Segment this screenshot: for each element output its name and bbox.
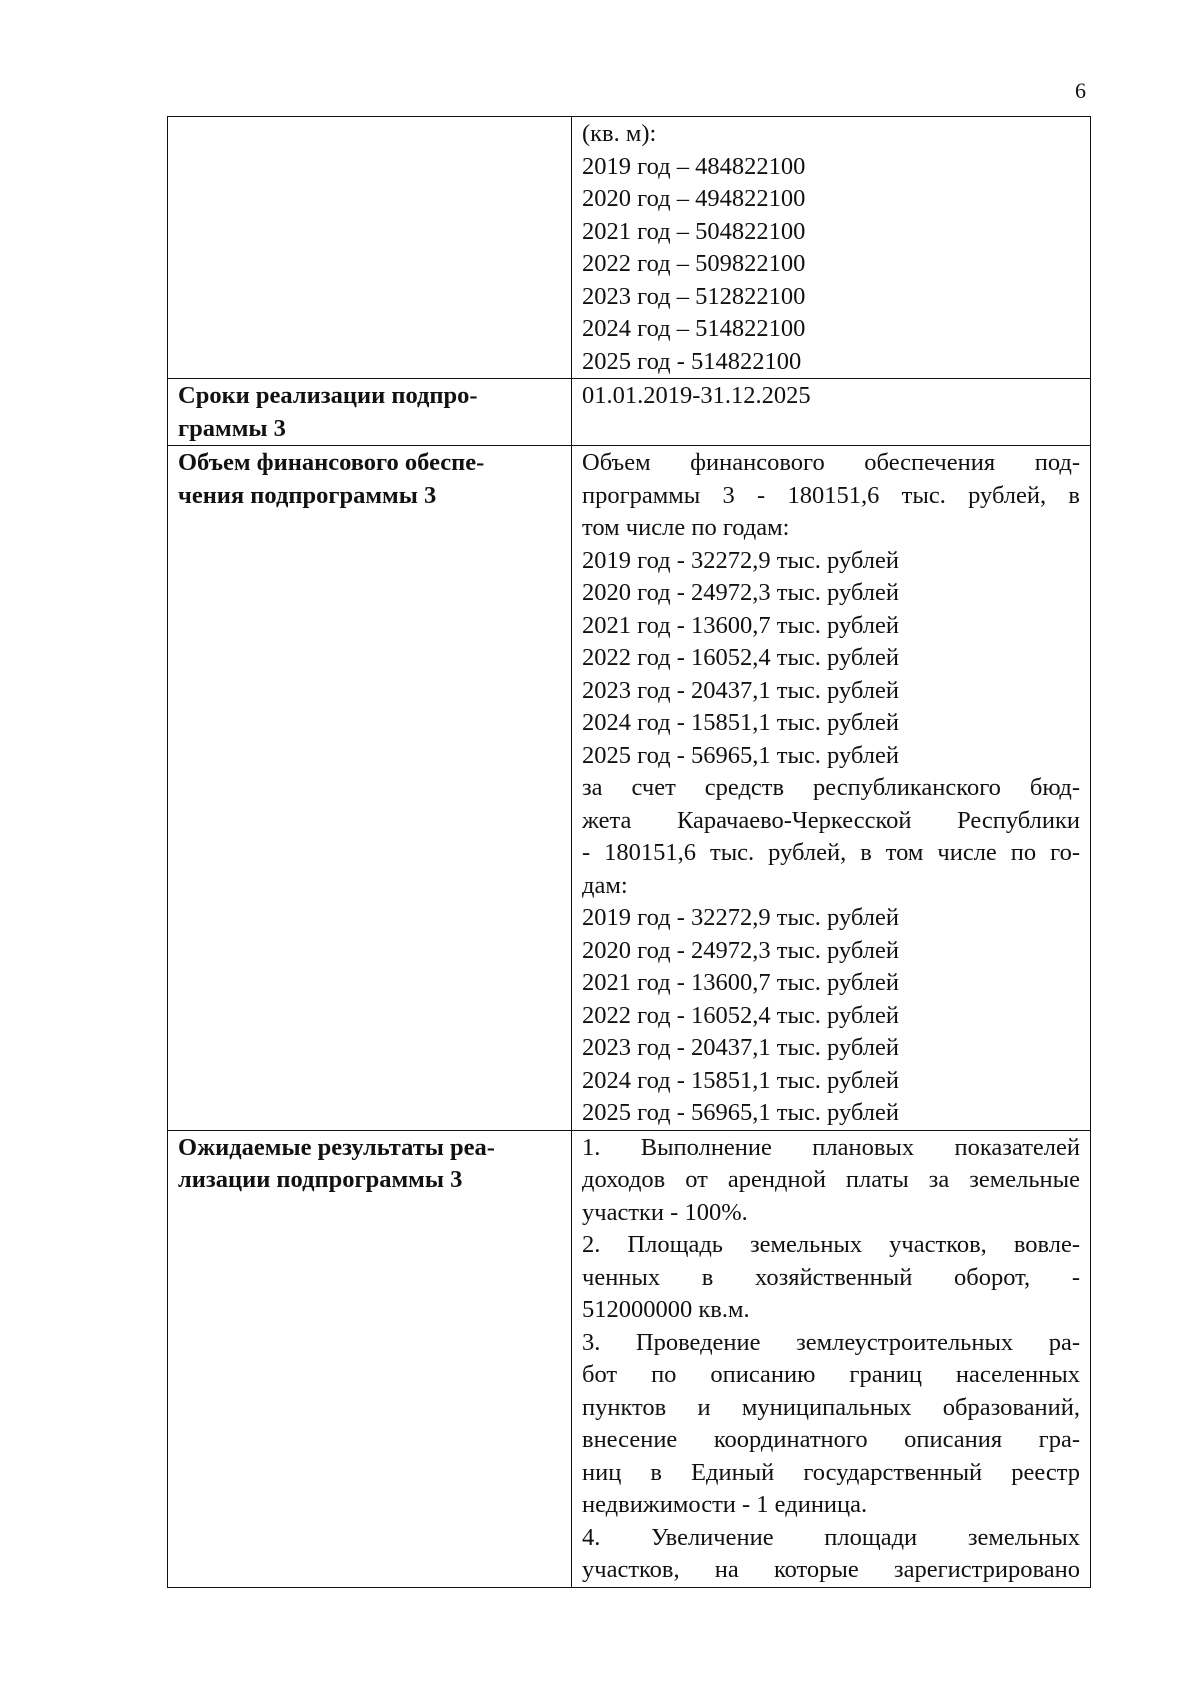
finance-budget-year-2022: 2022 год - 16052,4 тыс. рублей	[582, 1001, 899, 1029]
finance-label-line1: Объем финансового обеспе-	[178, 449, 485, 476]
table-row-terms	[168, 379, 1091, 446]
terms-value-cell	[572, 379, 1091, 446]
results-value-cell	[572, 1130, 1091, 1587]
finance-budget-year-2025: 2025 год - 56965,1 тыс. рублей	[582, 1099, 899, 1126]
area-year-2020: 2020 год – 494822100	[582, 185, 806, 212]
result-4-line2: участков, на которые зарегистрировано	[582, 1556, 1080, 1583]
area-unit: (кв. м):	[582, 120, 657, 147]
area-year-2019: 2019 год – 484822100	[582, 152, 806, 180]
results-label-line2: лизации подпрограммы 3	[178, 1166, 463, 1193]
finance-year-2022: 2022 год - 16052,4 тыс. рублей	[582, 644, 899, 671]
area-label-cell	[168, 117, 572, 379]
finance-budget-year-2023: 2023 год - 20437,1 тыс. рублей	[582, 1034, 899, 1061]
finance-year-2021: 2021 год - 13600,7 тыс. рублей	[582, 611, 899, 639]
area-year-2025: 2025 год - 514822100	[582, 347, 802, 375]
finance-budget-line3: - 180151,6 тыс. рублей, в том числе по го-	[582, 839, 1080, 866]
terms-label-line2: граммы 3	[178, 414, 286, 442]
result-1-line2: доходов от арендной платы за земельные	[582, 1166, 1080, 1193]
terms-value: 01.01.2019-31.12.2025	[582, 382, 811, 409]
result-3-line2: бот по описанию границ населенных	[582, 1361, 1080, 1388]
result-3-line1: 3. Проведение землеустроительных ра-	[582, 1328, 1080, 1356]
results-label-line1: Ожидаемые результаты реа-	[178, 1133, 495, 1161]
finance-year-2019: 2019 год - 32272,9 тыс. рублей	[582, 546, 899, 574]
area-year-2023: 2023 год – 512822100	[582, 282, 806, 310]
area-year-2022: 2022 год – 509822100	[582, 250, 806, 277]
result-3-last: недвижимости - 1 единица.	[582, 1491, 868, 1518]
result-3-line4: внесение координатного описания гра-	[582, 1426, 1080, 1453]
finance-year-2023: 2023 год - 20437,1 тыс. рублей	[582, 676, 899, 704]
result-2-last: 512000000 кв.м.	[582, 1296, 750, 1323]
terms-label-cell	[168, 379, 572, 446]
result-3-line5: ниц в Единый государственный реестр	[582, 1458, 1080, 1486]
finance-year-2020: 2020 год - 24972,3 тыс. рублей	[582, 579, 899, 606]
finance-year-2024: 2024 год - 15851,1 тыс. рублей	[582, 709, 899, 736]
finance-budget-year-2019: 2019 год - 32272,9 тыс. рублей	[582, 904, 899, 931]
passport-table	[167, 116, 1091, 1588]
finance-budget-line2: жета Карачаево-Черкесской Республики	[582, 806, 1080, 834]
results-label-cell	[168, 1130, 572, 1587]
finance-budget-line1: за счет средств республиканского бюд-	[582, 774, 1080, 801]
finance-value-cell	[572, 446, 1091, 1131]
result-3-line3: пунктов и муниципальных образований,	[582, 1393, 1080, 1421]
finance-budget-year-2020: 2020 год - 24972,3 тыс. рублей	[582, 936, 899, 964]
area-year-2021: 2021 год – 504822100	[582, 217, 806, 245]
result-4-line1: 4. Увеличение площади земельных	[582, 1523, 1080, 1551]
table-row-finance	[168, 446, 1091, 1131]
finance-label-line2: чения подпрограммы 3	[178, 481, 437, 509]
result-1-line1: 1. Выполнение плановых показателей	[582, 1133, 1080, 1161]
finance-budget-year-2021: 2021 год - 13600,7 тыс. рублей	[582, 969, 899, 996]
finance-year-2025: 2025 год - 56965,1 тыс. рублей	[582, 741, 899, 769]
result-2-line2: ченных в хозяйственный оборот, -	[582, 1263, 1080, 1291]
finance-intro-last: том числе по годам:	[582, 514, 790, 541]
finance-budget-last: дам:	[582, 871, 628, 899]
table-row-area	[168, 117, 1091, 379]
finance-budget-year-2024: 2024 год - 15851,1 тыс. рублей	[582, 1066, 899, 1094]
page-number: 6	[1075, 78, 1086, 103]
terms-label-line1: Сроки реализации подпро-	[178, 382, 478, 409]
result-2-line1: 2. Площадь земельных участков, вовле-	[582, 1231, 1080, 1258]
table-row-results	[168, 1130, 1091, 1587]
area-value-cell	[572, 117, 1091, 379]
finance-intro-line1: Объем финансового обеспечения под-	[582, 449, 1080, 476]
result-1-last: участки - 100%.	[582, 1198, 748, 1226]
finance-label-cell	[168, 446, 572, 1131]
finance-intro-line2: программы 3 - 180151,6 тыс. рублей, в	[582, 481, 1080, 509]
area-year-2024: 2024 год – 514822100	[582, 315, 806, 342]
